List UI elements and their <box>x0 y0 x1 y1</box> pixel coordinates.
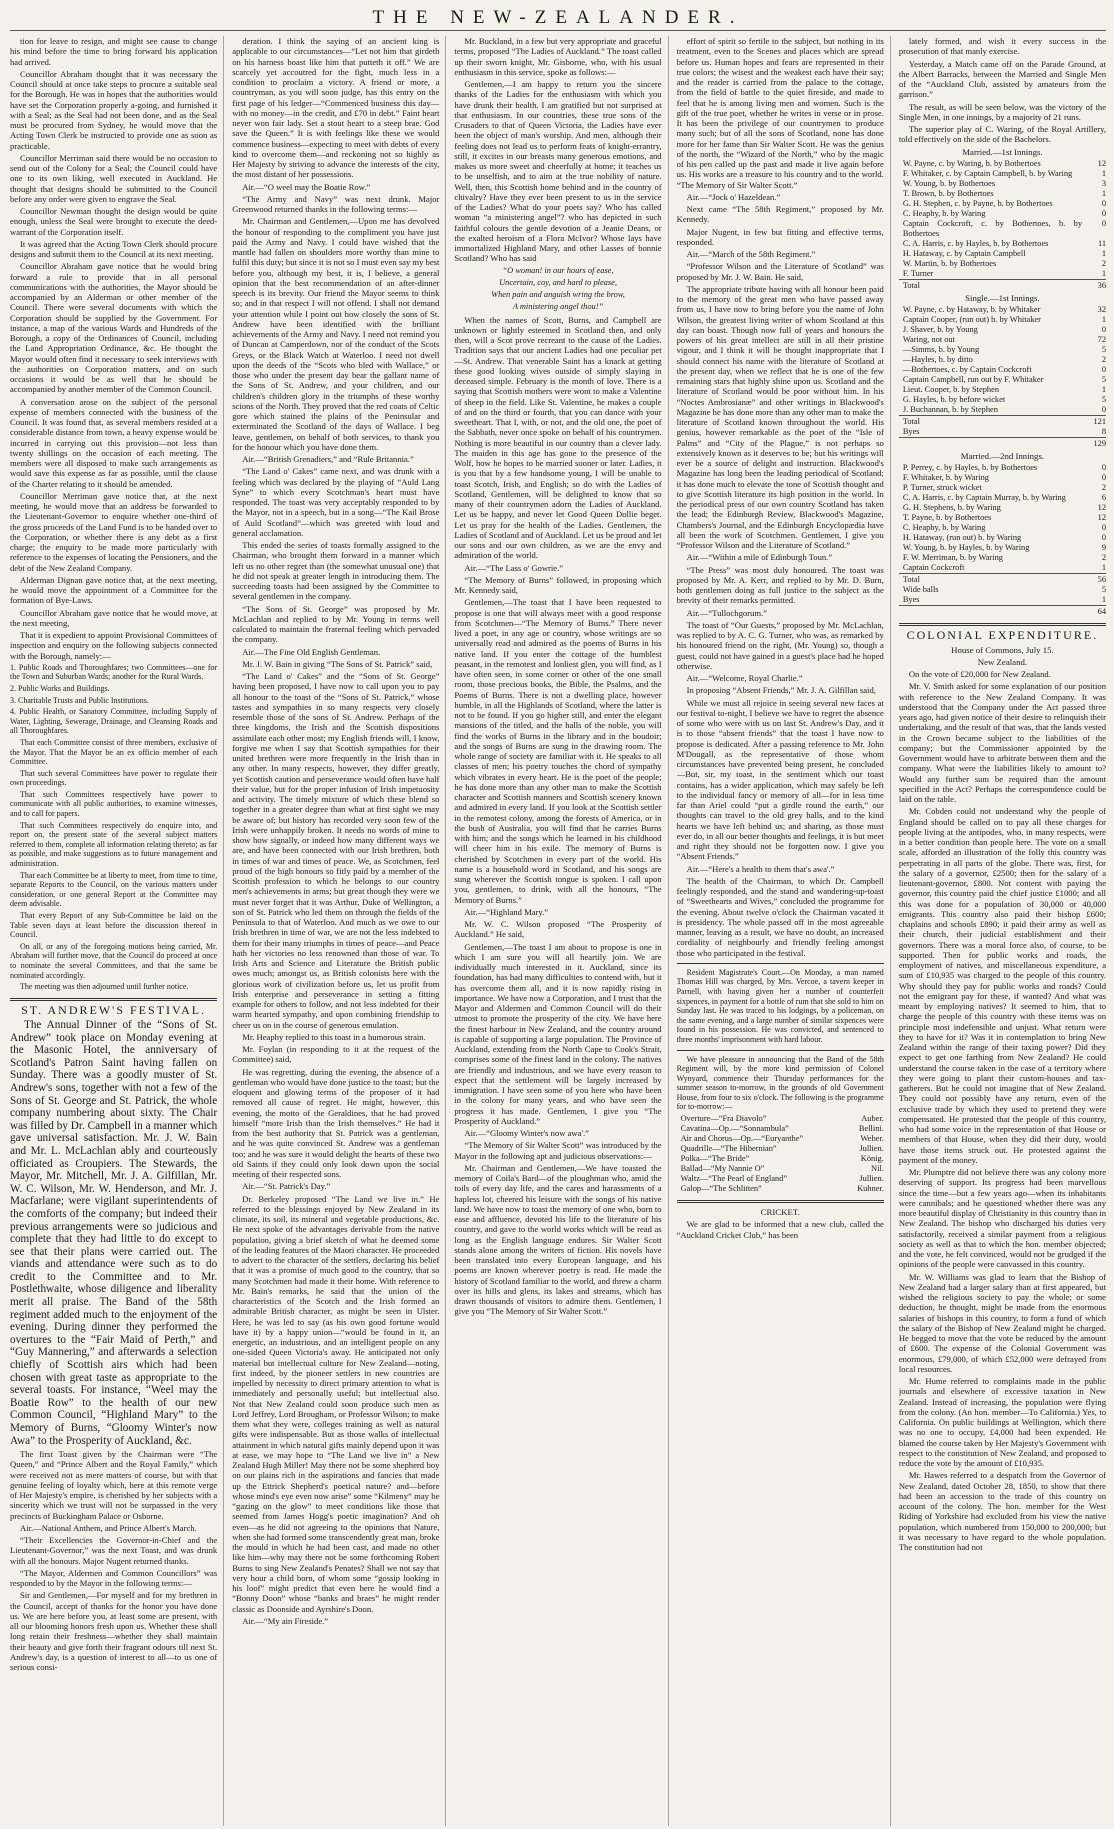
article-paragraph: “The Sons of St. George” was proposed by Mr. McLachlan and replied to by Mr. Young in terms well calculated to maintain the fraternal feeling which pervaded the company. <box>232 603 440 645</box>
programme-row <box>677 1124 884 1134</box>
article-paragraph: Gentlemen,—The toast that I have been requested to propose is one that will always meet with a good response from Scotchmen—“The Memory of Burns.” There never lived a poet, in any age or country, whose writings are so universally read and admired as the poems of Burns in his native land. If you enter the cottage of the humblest peasant, in the remotest and lonliest glen, you will find, as I have often seen, in some corner or other of the one small room, those precious books, the Bible, the Psalms, and the Poems of Burns. There is not a dwelling place, however humble, in all the Highlands of Scotland, where the latter is not to be found. If you go higher still, and enter the elegant mansions of the titled, and the halls of the noble, you will find the works of Burns in the library and in the boudoir; and the songs of Burns are sung in the drawing room. The whole range of society are familiar with it. He speaks to all classes of men; his poetry touches the chord of sympathy which vibrates in every heart. He is the poet of the people; he has done more than any other man to make the Scottish character and Scottish manners and Scottish scenery known and admired in every land. If you look at the Scottish settler in the remotest colony, among the forests of America, or in the bush of Australia, you will find that he carries Burns with him; and the songs which he learned in his childhood will cheer him in his exile. The memory of Burns is cherished by Scotchmen in every part of the world. His name is a household word in Scotland, and his songs are sung wherever the Scottish tongue is spoken. I call upon you, gentlemen, to drink, with all the honours, “The Memory of Burns.” <box>454 597 662 905</box>
article-paragraph: deration. I think the saying of an ancient king is applicable to our circumstances—“Let not him that girdeth on his harness boast like him that putteth it off.” We are scarcely yet accoutred for the fight, much less in a condition to proclaim a victory. A friend or more, a countryman, as you will soon judge, has this entry on the first page of his ledger—“Commenced business this day—with no money—in the credit, and £70 in debt.” Faint heart never won fair lady. Set a stout heart to a steep brae. God save the Queen.” It is with feelings like these we would commence business—expecting to meet with debts of every kind to overcome them—and reckoning not so highly as Her Majesty by striving to advance the interests of the city, the most distant of her possessions. <box>232 36 440 180</box>
row-label: Captain Cockcroft, c. by Bothertoes, b. by Bothertoes <box>902 218 1083 238</box>
row-label: Wide balls <box>902 585 939 595</box>
row-label: —Bothertoes, c. by Captain Cockcroft <box>902 365 1032 374</box>
section-divider <box>677 1050 884 1051</box>
row-label: P. Perrey, c. by Hayles, b. by Bothertoes <box>902 463 1038 473</box>
row-value: 36 <box>1082 279 1106 291</box>
programme-row <box>677 1114 884 1124</box>
article-paragraph: “The Land o' Cakes” and the “Sons of St. George” having been proposed, I have now to call upon you to pay all honour to the toast of the “Sons of St. Patrick,” whose tastes and sympathies in so many respects very closely resemble those of the sons of St. Andrew. Perhaps of the three kingdoms, the Irish and the Scottish dispositions assimilate each other most; my English friends will, I know, forgive me when I say that Scottish sympathies for their united brethren were more frequently in the Irish than in any other. In many respects, however, they differ greatly, yet Scottish caution and perseverance would often have half their value, but for the proper infusion of Irish impetuosity and activity. The timely mixture of which these blend so together in a greater degree than what at first sight we may be aware of; but history has recorded very soon few of the Irish were unhappily broken. It needs no words of mine to show how signally, or indeed how many different ways we are, and have been connected with our Irish brethren, both in times of war and times of peace. We, as Scotchmen, feel proud of the high honours so fitly paid by a member of the Scottish profession to which he belongs to our country men's achievements in arms; but great though they were we must never forget that it was Arthur, Duke of Wellington, a son of St. Patrick who led them on through the fields of the Peninsula to that of Waterloo. And much as we owe to our Irish brethren in time of war, we are not the less indebted to them for their many triumphs in times of peace—and Peace hath her victories no less renowned than those of war. To Irish Arts and Science and Literature the British public owes much; amongst us, as British colonists here with the glorious work of civilization before us, let us profit from Irish enterprise and perseverance in setting a fitting example for others to follow, and not less indebted for their warm hearted sympathy, and upon combining friendship to cheer us on in the course of generous emulation. <box>232 671 440 1030</box>
article-paragraph: Air.—“Tullochgorum.” <box>686 607 767 618</box>
row-label: H. Hataway, c. by Captain Campbell <box>902 248 1026 258</box>
cricket-paragraph: The superior play of C. Waring, of the Royal Artillery, told effectively on the side of the Bachelors. <box>898 124 1107 145</box>
row-value: 9 <box>1101 543 1107 553</box>
row-value: 121 <box>1082 416 1106 428</box>
article-paragraph: In proposing “Absent Friends,” Mr. J. A. Gilfillan said, <box>686 685 876 696</box>
row-value: 0 <box>1101 473 1107 483</box>
article-paragraph: Air.—The Fine Old English Gentleman. <box>242 646 381 657</box>
row-value: 5 <box>1101 395 1107 404</box>
row-label: T. Brown, b. by Bothertoes <box>902 188 994 198</box>
score-row <box>899 315 1106 325</box>
section-divider <box>10 998 217 1001</box>
cricket-heading: CRICKET. <box>760 1207 800 1218</box>
score-row <box>899 259 1106 269</box>
article-paragraph: It was agreed that the Acting Town Clerk should procure designs and submit them to the Council at its next meeting. <box>10 238 218 259</box>
married-first-innings-heading: Married.—1st Innings. <box>962 146 1043 157</box>
committee-list-item: 3. Charitable Trusts and Public Institutions. <box>10 695 149 705</box>
festival-lead <box>10 1019 217 1447</box>
article-paragraph: Councillor Abraham thought that it was necessary the Council should at once take steps to procure a suitable seal for the Borough. He was in hopes that the authorities would have set the Corporation properly a-going, and furnished it with a Seal; as the Seal had not been done, and as the Seal must be procured from Sydney, he would move that the Acting Town Clerk be instructed to provide one as soon as practicable. <box>10 68 218 151</box>
row-value: 1 <box>1101 385 1107 394</box>
colonial-paragraph: Mr. W. Williams was glad to learn that the Bishop of New Zealand had a larger salary than at first appeared, but wished the religious society to pay the whole; or some deduction, he thought, might be made from the enormous salaries of bishops in this country, to form a fund of which the salary of the Bishop of New Zealand might be charged. He begged to move that the vote be reduced by the amount of £600. The expense of the Colonial Government was enormous, £79,000, of which £52,000 were defrayed from local resources. <box>898 1271 1107 1374</box>
section-divider <box>899 623 1106 626</box>
row-value: 2 <box>1101 355 1107 364</box>
row-label: W. Payne, c. by Hataway, b. by Whitaker <box>902 305 1041 314</box>
article-paragraph: This ended the series of toasts formally assigned to the Chairman, who brought them forward in a manner which left us no other regret than (the somewhat unusual one) that he did not speak at greater length in introducing them. The succeeding toasts had been assigned by the Committee to several gentlemen in the company. <box>232 540 440 602</box>
score-row <box>899 503 1106 513</box>
article-paragraph: Mr. Buckland, in a few but very appropriate and graceful terms, proposed “The Ladies of Auckland.” The toast called up their sworn knight, Mr. Gisborne, who, with his usual enthusiasm in this service, spoke as follows:— <box>454 36 662 77</box>
section-divider <box>677 963 884 964</box>
score-row <box>899 159 1106 169</box>
score-row <box>899 543 1106 553</box>
row-value: 2 <box>1101 258 1107 268</box>
row-value: 0 <box>1101 523 1107 533</box>
row-label: G. H. Stephens, b. by Waring <box>902 503 1001 513</box>
verse-line: A ministering angel thou!” <box>512 302 604 312</box>
article-paragraph: That it is expedient to appoint Provisional Committees of inspection and enquiry on the following subjects connected with the Borough, namely:— <box>10 630 218 661</box>
row-label: Captain Cooper, (run out) b. by Whitaker <box>902 315 1041 324</box>
row-value: 1 <box>1101 563 1107 573</box>
committee-list-item: 1. Public Roads and Thoroughfares; two Committees—one for the Town and Suburban Wards; another for the Rural Wards. <box>10 662 218 682</box>
article-paragraph: Air.—“O weel may the Boatie Row.” <box>242 181 371 192</box>
programme-row <box>677 1184 884 1194</box>
article-paragraph: The appropriate tribute having with all honour been paid to the memory of the great men who have passed away from us, I have now to bring before you the name of John Wilson, the greatest living writer of whom Scotland at this day can boast. Though now full of years and honours the powers of his great intellect are still in all their pristine vigour, and I think it will be thought inappropriate that I should connect his name with the literature of Scotland at the present day, when we reflect that he is one of the few remaining stars that highly shine upon us. Scotland and the literature of Scotland would be poor without him. In his “Noctes Ambrosianæ” and other writings in Blackwood's Magazine he has done more than any other man to make the literature of Scotland known throughout the world. His genius, however remarkable as the poet of the “Isle of Palms” and “City of the Plague,” is not perhaps so extensively known as it deserves to be; but his writings will ever be a source of delight and instruction. Blackwood's Magazine has long been the leading periodical of Scotland; it has done much to elevate the tone of Scottish thought and to give Scottish literature its high position in the world. In the periodical press of our own country Scotland has taken the lead; the Edinburgh Review, Blackwood's Magazine, Chambers's Journal, and the Edinburgh Encyclopædia have all been the work of Scotchmen. Gentlemen, I give you “Professor Wilson and the Literature of Scotland.” <box>676 283 884 550</box>
article-paragraph: “The Army and Navy” was next drunk. Major Greenwood returned thanks in the following terms:— <box>232 193 440 214</box>
score-row <box>899 473 1106 483</box>
article-paragraph: The toast of “Our Guests,” proposed by Mr. McLachlan, was replied to by A. C. G. Turner, who was, as remarked by his honoured friend on the right, (Mr. Young) so, though a guest, could not have gained in a guest's place had he hoped otherwise. <box>676 619 884 671</box>
score-row <box>899 335 1106 345</box>
article-paragraph: The meeting was then adjourned until further notice. <box>20 982 189 992</box>
single-first-innings-heading: Single.—1st Innings. <box>965 292 1040 303</box>
festival-paragraph: “Their Excellencies the Governor-in-Chief and the Lieutenant-Governor,” was the next Toast, and was drunk with all the honours. Major Nugent returned thanks. <box>10 1535 218 1566</box>
article-paragraph: Councillor Abraham gave notice that he would bring forward a rule to provide that in all personal communications with the authorities, the Mayor should be accompanied by an Alderman or other member of the Council. There were several documents with which the Corporation should be supplied by the Government. For instance, a map of the various Wards and Hundreds of the Borough, a copy of the Ordinances of Council, including the Land Appropriation Ordinance, &c. He thought the Mayor would often find it necessary to seek interviews with the authorities on Corporation matters, and on such occasions it would be as well that he should be accompanied by another member of the Common Council. <box>10 261 218 395</box>
score-row <box>899 563 1106 574</box>
row-value: 5 <box>1101 585 1107 595</box>
row-value: 2 <box>1101 553 1107 563</box>
row-label: J. Shaver, b. by Young <box>902 325 978 334</box>
verse-line: Uncertain, coy, and hard to please, <box>499 277 617 287</box>
band-programme <box>677 1114 884 1194</box>
committee-list-item: 2. Public Works and Buildings. <box>10 683 110 693</box>
article-paragraph: Gentlemen,—The toast I am about to propose is one in which I am sure you will all heartily join. We are individually much interested in it. Auckland, since its foundation, has had many difficulties to contend with, but it has overcome them all, and it is now rapidly rising in importance. We have now a Corporation, and I trust that the Mayor and Aldermen and Common Council will do their utmost to promote the prosperity of the city. We have here the finest harbour in New Zealand, and the country around is capable of supporting a large population. The Province of Auckland, extending from the North Cape to Cook's Strait, comprises some of the finest land in the colony. The natives are friendly and industrious, and we have every reason to expect that the settlement will be largely increased by immigration. I have seen some of you here who have been in the colony for many years, and who have seen the progress it has made. Gentlemen, I give you “The Prosperity of Auckland.” <box>454 941 662 1126</box>
article-paragraph: That such several Committees have power to regulate their own proceedings. <box>10 768 218 788</box>
row-value: Jullien. <box>859 1174 884 1184</box>
colonial-subheading-house: House of Commons, July 15. <box>951 644 1054 655</box>
row-label: Lieut. Cooper, b. by Stephen <box>902 385 1000 394</box>
row-value: 12 <box>1097 158 1107 168</box>
score-row <box>899 595 1106 606</box>
score-row <box>899 493 1106 503</box>
row-value: Bellini. <box>858 1124 884 1134</box>
row-label: C. A. Harris, c. by Hayles, b. by Bothertoes <box>902 238 1049 248</box>
cricket-intro: We are glad to be informed that a new club, called the “Auckland Cricket Club,” has been <box>676 1219 884 1240</box>
row-value: 1 <box>1101 168 1107 178</box>
article-paragraph: He was regretting, during the evening, the absence of a gentleman who would have done justice to the toast; but the eloquent and glowing terms of the proposer of it had removed all cause of regret. He might, however, this evening, the motto of the Geraldines, that he had proved himself “more Irish than the Irish themselves.” He had it from the best authority that St. Patrick was a gentleman, and he was quite convinced St. Andrew was a gentleman too; and he was sure it would delight the hearts of these two old Saints if they could only look down upon the social meeting of their respected sons. <box>232 1066 440 1179</box>
row-value: 0 <box>1101 218 1107 228</box>
festival-heading: ST. ANDREW'S FESTIVAL. <box>21 1002 207 1017</box>
row-value: 1 <box>1101 315 1107 324</box>
row-label: Total <box>899 574 1082 586</box>
score-row <box>899 239 1106 249</box>
article-paragraph: Mr. Heaphy replied to this toast in a humorous strain. <box>242 1031 426 1042</box>
score-row <box>899 553 1106 563</box>
poem-quote <box>454 266 661 313</box>
score-row <box>899 416 1106 428</box>
article-paragraph: Mr. Chairman and Gentlemen,—We have toasted the memory of Coila's Bard—of the ploughman who, amid the toils of every day life, and the cares and harassments of a hapless lot, cheered his leisure with the songs of his native land. We have now to toast the memory of one who, born to ease and affluence, devoted his life to the literature of his country, and gave to the world works which will be read as long as the English language endures. Sir Walter Scott stands alone among the writers of fiction. His novels have been translated into every European language, and his poems are known wherever poetry is read. He made the history of Scotland familiar to the world, and threw a charm over its hills and glens, its lakes and streams, which has drawn thousands of visitors to admire them. Gentlemen, I give you “The Memory of Sir Walter Scott.” <box>454 1162 662 1317</box>
row-label: C. Heaphy, b. by Waring <box>902 523 986 533</box>
article-paragraph: Air.—“Gloomy Winter's now awa'.” <box>464 1128 589 1138</box>
married-second-innings-heading: Married.—2nd Innings. <box>960 451 1045 461</box>
row-label: P. Turner, struck wicket <box>902 483 982 493</box>
row-label: Cavatina—Op.—“Sonnambula” <box>680 1124 789 1134</box>
row-label: Waltz—“The Pearl of England” <box>680 1174 788 1184</box>
score-row <box>899 395 1106 405</box>
festival-paragraph: Sir and Gentlemen,—For myself and for my brethren in the Council, accept of thanks for the honor you have done us. We are here before you, at least some are present, with all our blooming honors fresh upon us. Whether these shall long retain their freshness—whether they shall maintain their beauty and give forth their fragrant odours till next St. Andrew's day, is a question of interest to all—to us one of serious consi- <box>10 1590 218 1673</box>
row-label: Galop—“The Schlitten” <box>680 1184 762 1194</box>
article-paragraph: That such Committees respectively do enquire into, and report on, the present state of the several subject matters referred to them, complete all information relating thereto; as far as possible, and make suggestions as to future management and administration. <box>10 820 218 869</box>
article-paragraph: A conversation arose on the subject of the personal expense of members connected with the business of the Council. It was found that, as several members resided at a considerable distance from town, a heavy expense would be incurred in carrying out this provision—not less than twenty shillings on the occasion of each meeting. The members were all disposed to make such arrangements as would save this expense as far as possible, until the clause of the Charter relating to it should be amended. <box>10 396 218 489</box>
row-value: 32 <box>1097 305 1107 314</box>
row-value: 1 <box>1101 188 1107 198</box>
row-label: Byes <box>902 427 920 436</box>
colonial-paragraph: On the vote of £20,000 for New Zealand. <box>908 669 1051 679</box>
article-paragraph: Councillor Merriman gave notice that, at the next meeting, he would move that an address be forwarded to the Lieutenant-Governor to enquire whether one-third of the gross proceeds of the Land Fund is to be handed over to the Corporation, or whether there is any debt as a first charge; the enquiry to be made more particularly with reference to the expenses of locating the Pensioners, and the debt of the New Zealand Company. <box>10 490 218 573</box>
article-paragraph: Air.—“Highland Mary.” <box>464 906 549 917</box>
row-value: 11 <box>1097 238 1107 248</box>
row-value: 3 <box>1101 178 1107 188</box>
row-value: 0 <box>1101 208 1107 218</box>
row-label: W. Martin, b. by Bothertoes <box>902 258 997 268</box>
article-paragraph: That such Committees respectively have power to communicate with all public authorities, to examine witnesses, and to call for papers. <box>10 789 218 819</box>
row-value: 12 <box>1097 513 1107 523</box>
article-paragraph: Major Nugent, in few but fitting and effective terms, responded. <box>676 226 884 247</box>
verse-line: When pain and anguish wring the brow, <box>491 290 625 299</box>
programme-row <box>677 1144 884 1154</box>
cricket-paragraph: Yesterday, a Match came off on the Parade Ground, at the Albert Barracks, between the Married and Single Men of the “Auckland Club, assisted by amateurs from the garrison.” <box>898 58 1107 100</box>
row-label: C. Heaphy, b. by Waring <box>902 208 986 218</box>
score-row <box>899 405 1106 416</box>
column-1 <box>10 36 224 1826</box>
row-value: Jullien. <box>859 1144 884 1154</box>
article-paragraph: That each Committee consist of three members, exclusive of the Mayor. That the Mayor be an ex officio member of each Committee. <box>10 737 218 767</box>
row-label <box>899 606 1082 618</box>
row-label: W. Young, b. by Hayles, b. by Waring <box>902 543 1030 553</box>
cricket-paragraph: The result, as will be seen below, was the victory of the Single Men, in one innings, by a majority of 21 runs. <box>898 101 1107 122</box>
article-paragraph: tion for leave to resign, and might see cause to change his mind before the time to bring forward his application had arrived. <box>10 36 218 67</box>
article-paragraph: Mr. J. W. Bain in giving “The Sons of St. Patrick” said, <box>242 658 433 669</box>
row-value: Auber. <box>861 1114 884 1124</box>
article-paragraph: “The Land o' Cakes” came next, and was drunk with a feeling which was declared by the playing of “Auld Lang Syne” to which every Scotchman's heart must have responded. The toast was very acceptably responded to by the Mayor, not in a speech, but in a song—“The Kail Brose of Auld Scotland”—which was greeted with loud and general acclamation. <box>232 466 440 538</box>
score-row <box>899 375 1106 385</box>
article-paragraph: Next came “The 58th Regiment,” proposed by Mr. Kennedy. <box>676 204 884 225</box>
column-2 <box>232 36 446 1826</box>
row-label: Air and Chorus—Op.—“Euryanthe” <box>680 1134 804 1144</box>
row-value: 0 <box>1101 463 1107 473</box>
row-label: F. W. Merriman, b. by Waring <box>902 553 1003 563</box>
row-value: Weber. <box>860 1134 884 1144</box>
article-paragraph: Councillor Abraham gave notice that he would move, at the next meeting, <box>10 607 218 628</box>
column-4 <box>677 36 891 1826</box>
article-paragraph: “The Press” was most duly honoured. The toast was proposed by Mr. A. Kerr, and replied to by Mr. D. Burn, both gentlemen doing as full justice to the subject as the brevity of their remarks permitted. <box>676 564 884 606</box>
article-paragraph: Councillor Newman thought the design would be quite enough, unless the Seal were brought to execute the deed-warrant of the Corporation itself. <box>10 206 218 237</box>
festival-lead-paragraph: The Annual Dinner of the “Sons of St. Andrew” took place on Monday evening at the Masonic Hotel, the anniversary of Scotland's Patron Saint having fallen on Sunday. There was a goodly muster of St. Andrew's sons, together with not a few of the Sons of St. George and St. Patrick, the whole company numbering about sixty. The Chair was filled by Dr. Campbell in a manner which gave universal satisfaction. Mr. J. W. Bain and Mr. L. McLachlan ably and courteously officiated as Croupiers. The Stewards, the Mayor, Mr. Mitchell, Mr. J. A. Gilfillan, Mr. W. C. Wilson, Mr. W. Henderson, and Mr. J. Macfarlane; were vigilant superintendents of the comforts of the company; but indeed their previous arrangements were so judicious and complete that they had little to do except to see that their plans were carried out. The viands and attendance were such as to do credit to the Committee and to Mr. Postlethwaite, whose diligence and liberality merit all praise. The Band of the 58th regiment added much to the enjoyment of the evening. During dinner they performed the overtures to the “Fair Maid of Perth,” and “Guy Mannering,” and afterwards a selection chiefly of Scottish airs which had been chosen with great taste as appropriate to the several toasts. For instance, “Weel may the Boatie Row” to the health of our new Common Council, “Highland Mary” to the Memory of Burns, “Gloomy Winter's now Awa” to the Prosperity of Auckland, &c. <box>10 1019 218 1447</box>
row-value: 0 <box>1101 405 1107 414</box>
column-5 <box>899 36 1106 1826</box>
score-row <box>899 574 1106 586</box>
score-row <box>899 209 1106 219</box>
article-paragraph: Dr. Berkeley proposed “The Land we live in.” He referred to the blessings enjoyed by New Zealand in its climate, its soil, its mineral and vegetable productions, &c. He next spoke of the advantages derivable from the native population, giving a brief sketch of what he deemed some of the leading features of the Maori character. He proceeded to advert to the character of the settlers, declaring his belief that it was a promise of much good to the country, that so many Scotchmen had made it their home. With reference to Mr. Bain's remarks, he said that the union of the characteristics of the Scotch and the Irish formed an admirable British character, as might be seen in Ulster. Here, he was led to say (as his own good fortune would have it) by a happy union—“would be found in it, an energetic, an industrious, and an intelligent people on any one-sided Queen Victoria's away. He anticipated not only material but intellectual culture for New Zealand—noting, first indeed, by the pioneer settlers in new countries are impelled by necessity to direct primary attention to what is immediately and personally useful; but intellectual also. Not that New Zealand could soon produce such men as Lord Jeffrey, Lord Brougham, or Professor Wilson; to make them what they were, colleges training as well as natural gifts were indispensable. But as those walks of intellectual attainment in which natural gifts mainly depend upon it was at ease, we may hope to “The Land we live in” a New Zealand Hugh Miller! May there not be some shepherd boy on our plains rich in the aspirations and fancies that made up the Ettrick Shepherd's poetical nature? and—before whose mind's eye even now arise” some “Kilmeny” may be “gazing on the glow” to meet conditions like those that seemed from James Hogg's poetic imagination? And oh even—as he did not agreeing to the opinions that Nature, when she had formed some transcendently great man, broke the mould in which he had been cast, and made no other like him—why may there not be some forthcoming Robert Burns to sing New Zealand's Penates? Shall we not say that very hour a child born, of whom some “gossip looking in his loof” might predict that even here he would find a “Bonny Doon” whose “banks and braes” he might render classic as Doonside and Ayrshire's Doon. <box>232 1193 440 1614</box>
masthead: THE NEW-ZEALANDER. <box>10 6 1106 31</box>
married-second-innings-table <box>899 463 1106 617</box>
row-label: J. Buchannan, b. by Stephen <box>902 405 998 414</box>
score-row <box>899 585 1106 595</box>
score-row <box>899 279 1106 291</box>
score-row <box>899 427 1106 438</box>
festival-paragraph: Air.—National Anthem, and Prince Albert's March. <box>20 1522 197 1533</box>
article-paragraph: Air.—“March of the 58th Regiment.” <box>686 249 816 259</box>
column-3 <box>454 36 668 1826</box>
row-label: F. Whitaker, c. by Captain Campbell, b. by Waring <box>902 168 1073 178</box>
score-row <box>899 365 1106 375</box>
article-paragraph: Air.—“Welcome, Royal Charlie.” <box>686 673 803 683</box>
row-value: 72 <box>1097 335 1107 344</box>
row-label: Polka—“The Bride” <box>680 1154 750 1164</box>
cricket-paragraph: lately formed, and wish it every success in the prosecution of that manly exercise. <box>898 36 1107 57</box>
colonial-subheading-nz: New Zealand. <box>977 656 1028 667</box>
band-notice: We have pleasure in announcing that the Band of the 58th Regiment will, by the more kind permission of Colonel Wynyard, commence their Thursday performances for the summer season to-morrow, in the grounds of old Government House, from four to six o'clock. The following is the programme for to-morrow:— <box>676 1054 884 1112</box>
row-label: F. Turner <box>902 268 934 278</box>
court-report: Resident Magistrate's Court.—On Monday, a man named Thomas Hill was charged, by Mrs. Vercoe, a tavern keeper in Parnell, with having given her a number of counterfeit sixpences, in payment for a bottle of rum that she sold to him on Sunday last. He was traced to his lodgings, by a policeman, on the same evening, and a large number of similar sixpences were found in his possession. He was convicted, and sentenced to three months' imprisonment with hard labour. <box>676 967 884 1044</box>
row-label: G. H. Stephen, c. by Payne, b. by Bothertoes <box>902 198 1053 208</box>
row-label: —Simms, b. by Young <box>902 345 980 354</box>
programme-row <box>677 1154 884 1164</box>
article-paragraph: On all, or any of the foregoing motions being carried, Mr. Abraham will further move, that the Council do proceed at once to nominate the several Committees, and that the same be nominated accordingly. <box>10 941 218 980</box>
score-row <box>899 305 1106 315</box>
programme-row <box>677 1174 884 1184</box>
row-value: 129 <box>1082 438 1106 450</box>
article-paragraph: Air.—“Jock o' Hazeldean.” <box>686 191 781 202</box>
score-row <box>899 483 1106 493</box>
colonial-paragraph: Mr. Cobden could not understand why the people of England should be called on to pay all these charges for people living at the antipodes, who, in many respects, were in a better condition than people here. The vote on a small scale, afforded an illustration of the folly this country was perpetrating in all parts of the globe. There was, first, for the salary of a governor, £2500; then for the salary of a lieutenant-governor, £800. Not content with paying the governor, this country paid the chief justice £1000; and all this was done for a population of 30,000 or 40,000 emigrants. This country also paid their bishop £600; chaplains and schools £890; it paid their army as well as their church, their judicial establishment and their governors. There was a moral force also, of course, to be supported. Then for public works and roads, the employment of natives, and miscellaneous expenditure, a sum of £10,935 was charged to the people of this country. Why should they pay for public works and roads? Could not the emigrant pay for these, if wanted? And what was meant by employing natives? It seemed to him, that to charge the people of this country with these items was on principle most indefensible and unjust. What return were they to have for it? Was it in contemplation to bring New Zealand within the range of their taxing power? Did they expect to get one farthing from New Zealand? He could understand the course taken in the case of a territory where they were going to plant their custom-houses and tax-gatherers. But he could not imagine that of New Zealand. They could not possibly have any return, even of the exclusive trade by which they used to pretend they were compensated. He protested that the people of this country, who had some voice in the representation of that House or members of that House, when they did their duty, would have those items struck out. He protested against the payment of the money. <box>898 806 1107 1165</box>
row-value: 0 <box>1101 365 1107 374</box>
article-paragraph: “Professor Wilson and the Literature of Scotland” was proposed by Mr. J. W. Bain. He said, <box>676 261 884 282</box>
row-label: G. Hayles, b. by before wicket <box>902 395 1006 404</box>
row-label: Waring, not out <box>902 335 955 344</box>
article-paragraph: Air.—“British Grenadiers,” and “Rule Britannia.” <box>242 454 414 464</box>
committee-list-item: 4. Public Health, or Sanatory Committee, including Supply of Water, Lighting, Sewerage, Drainage, and Cleansing Roads and all Thoroughfares. <box>10 707 218 736</box>
score-row <box>899 463 1106 473</box>
row-value: 12 <box>1097 503 1107 513</box>
score-row <box>899 345 1106 355</box>
row-value: 2 <box>1101 483 1107 493</box>
score-row <box>899 249 1106 259</box>
article-paragraph: Air.—“St. Patrick's Day.” <box>242 1181 331 1192</box>
article-paragraph: Alderman Dignan gave notice that, at the next meeting, he would move the appointment of a Committee for the formation of Bye-Laws. <box>10 574 218 606</box>
score-row <box>899 325 1106 335</box>
row-value: 5 <box>1101 345 1107 354</box>
article-paragraph: Gentlemen,—I am happy to return you the sincere thanks of the Ladies for the enthusiasm with which you have drunk their health. I am gratified but not surprised at that enthusiasm. In our countries, these true sons of the Crusaders to that of Queen Victoria, the Ladies have ever been the object of man's worship. And men, although their feeling does not lead us to perform feats of knight-errantry, still, it excites in our breasts many generous emotions, and makes us more sweet and cheerfully at home; it teaches us to be unselfish, and to aim at the true nobility of nature. Well, then, this Scottish home behind and in the country of chivalry? Have they ever been present to us in the service of the Ladies? What do your poets say? Who has called woman “a ministering angel”? who has depicted in such faithful colours the gentle devotion of a Jeanie Deans, or the exalted heroism of a Flora McIvor? Whose lays have immortalized Highland Mary, and other Lasses of bonnie Scotland? Who has said <box>454 79 662 264</box>
article-paragraph: “The Memory of Burns” followed, in proposing which Mr. Kennedy said, <box>454 574 662 595</box>
article-paragraph: Air.—“My ain Fireside.” <box>242 1615 329 1626</box>
article-paragraph: Air.—“The Lass o' Gowrie.” <box>464 562 564 573</box>
score-row <box>899 438 1106 450</box>
colonial-paragraph: Mr. Hawes referred to a despatch from the Governor of New Zealand, dated October 28, 1850, to show that there had been an accession to the trade of this country on account of the colony. The hon. member for the West Riding of Yorkshire had excluded from his view the native population, which numbered from 150,000 to 200,000; but it was necessary to have regard to the whole population. The constitution had not <box>898 1470 1107 1552</box>
row-value: 56 <box>1082 574 1106 586</box>
score-row <box>899 169 1106 179</box>
row-label: Total <box>899 279 1082 291</box>
row-label <box>899 438 1082 450</box>
row-value: Nil. <box>871 1164 884 1174</box>
article-paragraph: When the names of Scott, Burns, and Campbell are unknown or lightly esteemed in Scotland then, and only then, will a Scot prove recreant to the cause of the Ladies. Tradition says that our ancient Ladies had one peculiar pet—St. Andrew. That venerable Saint has a knack at getting these good looking wives outside of simply slaying in deceased simple. February is the month of love. There is a saying that Scottish mothers were wont to make a Valentine of sheep in the field. Like St. Valentine, he makes a couple of and on the third or fourth, that you can dance with your sweetheart. That I, with, or not, and the old one, the poet of the Sabbath, never once spoke on behalf of his countrymen. Nothing is more beautiful in our country than a clever lady. The maiden in this age has gone to the presence of the Wolf, how he hopes to be married sooner or later. Ladies, it is you that by a few handsome young, I will be unable to toast Scotch, Irish, and English; so do with the Ladies of Scotland, Gentlemen, will be delighted to know that so many of their countrymen adorn the Ladies of Auckland. Let us be happy, and never let Good Queen Dollie beget. Let us pray for the health of the Ladies. Gentlemen, the Ladies of Scotland and of Auckland. Let us be proud and let our sons and our own children, as we are the envy and admiration of the world. <box>454 314 662 561</box>
row-label: F. Whitaker, b. by Waring <box>902 473 989 483</box>
score-row <box>899 606 1106 618</box>
married-first-innings-table <box>899 159 1106 291</box>
colonial-paragraph: Mr. Hume referred to complaints made in the public journals and elsewhere of excessive taxation in New Zealand. Instead of increasing, the population were flying from the colony. (An hon. member—To California.) Yes, to California. On public buildings at Wellington, which there was no one to occupy, £4,000 had been expended. He blamed the course taken by Her Majesty's Government with respect to the constitution of New Zealand, and proposed to reduce the vote by the amount of £10,935. <box>898 1376 1107 1468</box>
row-label: H. Hataway, (run out) b. by Waring <box>902 533 1022 543</box>
row-label: Byes <box>902 595 920 605</box>
row-value: Kuhner. <box>857 1184 884 1194</box>
score-row <box>899 189 1106 199</box>
festival-paragraph: The first Toast given by the Chairman were “The Queen,” and “Prince Albert and the Royal Family,” which were received not as mere matters of course, but with that genuine feeling of loyalty which, here at this remote verge of Her Majesty's empire, is cherished by her subjects with a sincerity which we trust will not be surpassed in the very precincts of Buckingham Palace or Osborne. <box>10 1449 218 1521</box>
article-paragraph: That every Report of any Sub-Committee be laid on the Table seven days at least before the discussion thereof in Council. <box>10 911 218 940</box>
article-paragraph: Councillor Merriman said there would be no occasion to send out of the Colony for a Seal; the Council could have one to its own liking, well executed in Auckland. He thought that designs should be submitted to the Council before any order were given to engrave the Seal. <box>10 152 218 204</box>
colonial-paragraph: Mr. Plumptre did not believe there was any colony more deserving of support. Its progress had been marvellous since the time—but a few years ago—when its inhabitants were cannibals; and he questioned whether there was any more beautiful display of Christianity in this country than in New Zealand. The bishop who discharged his duties very satisfactorily, received a similar payment from a religious society as well as that to which the hon. member objected; and the vote, he felt convinced, would not be grudged if the opinions of the people were canvassed in this country. <box>898 1167 1107 1270</box>
columns <box>10 36 1106 1826</box>
row-label: W. Payne, c. by Waring, b. by Bothertoes <box>902 158 1041 168</box>
single-first-innings-table <box>899 305 1106 449</box>
verse-line: “O woman! in our hours of ease, <box>502 265 614 275</box>
article-paragraph: That each Committee be at liberty to meet, from time to time, separate Reports to the Council, on the various matters under consideration, or one general Report at the Committee may deem advisable. <box>10 870 218 909</box>
row-label: C. A. Harris, c. by Captain Murray, b. by Waring <box>902 493 1066 503</box>
article-paragraph: effort of spirit so fertile to the subject, but nothing in its treatment, even to the Scenes and places which are spread before us. Human hopes and fears are represented in their true colors; the wisest and the weakest each have their say; and the reader is carried from the palace to the cottage, from the field of battle to the quiet fireside, and made to feel that he is among living men and women. Such is the gift of the true poet, whether he writes in verse or in prose. It has been the privilege of our countrymen to produce many such; but of all the sons of Scotland, none has done more for her fame than Sir Walter Scott. He was the genius of the north, the “Wizard of the North,” who by the magic of his pen called up the past and made it live again before us. His works are a treasure to his country and to the world. “The Memory of Sir Walter Scott.” <box>676 36 884 190</box>
row-label: Ballad—“My Nannie O” <box>680 1164 765 1174</box>
section-divider <box>677 1200 884 1203</box>
row-value: 5 <box>1101 375 1107 384</box>
score-row <box>899 523 1106 533</box>
colonial-paragraph: Mr. V. Smith asked for some explanation of our position with reference to the New Zealand Company. It was understood that the Company under the Act passed three years ago, had given notice of their desire to relinquish their undertaking, and the result of that was, that the lands vested in the Crown became subject to the liabilities of the company; but the Commissioner appointed by the Government would have to arbitrate between them and the company. What were the liabilities likely to amount to? Would any further sum be required than the amount specified in the Act? Perhaps the correspondence could be laid on the table. <box>898 681 1107 804</box>
row-value: 1 <box>1101 268 1107 278</box>
row-label: Quadrille—“The Hibernian” <box>680 1144 777 1154</box>
article-paragraph: While we must all rejoice in seeing several new faces at our festival to-night, I believe we have to regret the absence of some who were with us on last St. Andrew's Day, and it is to those “absent friends” that the toast I have now to propose is dedicated. After a passing reference to Mr. John M'Dougall, as the representative of those whom circumstances have prevented being present, he concluded—But, sir, my toast, in the sentiment which our toast contains, has a wider application, which may safely be left to the individual fancy or memory of all—for in less time far than Ariel could “put a girdle round the earth,” our thoughts can travel to the old grey halls, and to the kind hearts we have left behind us; and sharing, as those must ever do, in all our better thoughts and feelings, it is but meet and right they should not be forgotten now. I give you “Absent Friends.” <box>676 697 884 862</box>
row-label: Total <box>899 416 1082 428</box>
score-row <box>899 219 1106 239</box>
score-row <box>899 179 1106 189</box>
score-row <box>899 269 1106 280</box>
score-row <box>899 355 1106 365</box>
programme-row <box>677 1134 884 1144</box>
row-value: 64 <box>1082 606 1106 618</box>
article-paragraph: Mr. W. C. Wilson proposed “The Prosperity of Auckland.” He said, <box>454 919 662 940</box>
row-label: Captain Cockcroft <box>902 563 965 573</box>
article-paragraph: Mr. Chairman and Gentlemen,—Upon me has devolved the honour of responding to the compliment you have just paid the Army and Navy. I could have wished that the mantle had fallen on shoulders more worthy than mine to fulfil this duty; but since it is not so I must even say my best before you, although my best, it is, I believe, a general opinion that the best recommendation of an after-dinner speech is its brevity. Our friend the Mayor seems to think so; and in that respect I will not offend. I shall not demand your attention while I point out how closely the sons of St. Andrew have been identified with the brilliant achievements of the Army and Navy. I need not remind you of Duncan at Camperdown, nor of the conduct of the Scots Greys, or the Black Watch at Waterloo. I need not dwell upon the deeds of the “Scots who bled with Wallace,” or those who under the present day bear the gallant name of the Sons of St. Andrew, and your children, and our children's children glory in the triumphs of these worthy scions of the North. They proved that the red coats of Celtic gore which stained the plains of the Peninsular and exterminated the Scotland of the days of Wallace. I beg leave, gentlemen, on behalf of both services, to thank you for the honour which you have done them. <box>232 216 440 452</box>
row-value: 1 <box>1101 248 1107 258</box>
row-value: König. <box>860 1154 884 1164</box>
article-paragraph: Air.—“Here's a health to them that's awa'.” <box>686 863 835 874</box>
row-value: 0 <box>1101 533 1107 543</box>
row-label: W. Young, b. by Bothertoes <box>902 178 996 188</box>
festival-paragraph: “The Mayor, Aldermen and Common Councillors” was responded to by the Mayor in the following terms:— <box>10 1567 218 1589</box>
article-paragraph: The health of the Chairman, to which Dr. Campbell feelingly responded, and the stand and wandering-up-toast of “Sweethearts and Wives,” concluded the programme for the evening. About twelve o'clock the Chairman vacated it is presidency. The whole passed off in the most agreeable manner, leaving as a result, we have no doubt, an increased cordiality of neighbourly and friendly feeling amongst those who participated in the festival. <box>676 875 884 958</box>
row-label: T. Payne, b. by Bothertoes <box>902 513 992 523</box>
article-paragraph: Air.—“Within a mile of Edinburgh Toun.” <box>686 552 833 563</box>
score-row <box>899 199 1106 209</box>
row-label: Captain Campbell, run out by F. Whitaker <box>902 375 1044 384</box>
row-label: —Hayles, b. by ditto <box>902 355 973 364</box>
row-label: Overture—“Fra Diavolo” <box>680 1114 767 1124</box>
score-row <box>899 533 1106 543</box>
article-paragraph: Mr. Foylan (in responding to it at the request of the Committee) said, <box>232 1044 440 1065</box>
row-value: 8 <box>1101 427 1107 436</box>
score-row <box>899 513 1106 523</box>
article-paragraph: “The Memory of Sir Walter Scott” was introduced by the Mayor in the following apt and judicious observations:— <box>454 1140 662 1161</box>
score-row <box>899 385 1106 395</box>
row-value: 0 <box>1101 325 1107 334</box>
row-value: 0 <box>1101 198 1107 208</box>
programme-row <box>677 1164 884 1174</box>
row-value: 1 <box>1101 595 1107 605</box>
row-value: 6 <box>1101 493 1107 503</box>
colonial-expenditure-heading: COLONIAL EXPENDITURE. <box>906 628 1099 643</box>
